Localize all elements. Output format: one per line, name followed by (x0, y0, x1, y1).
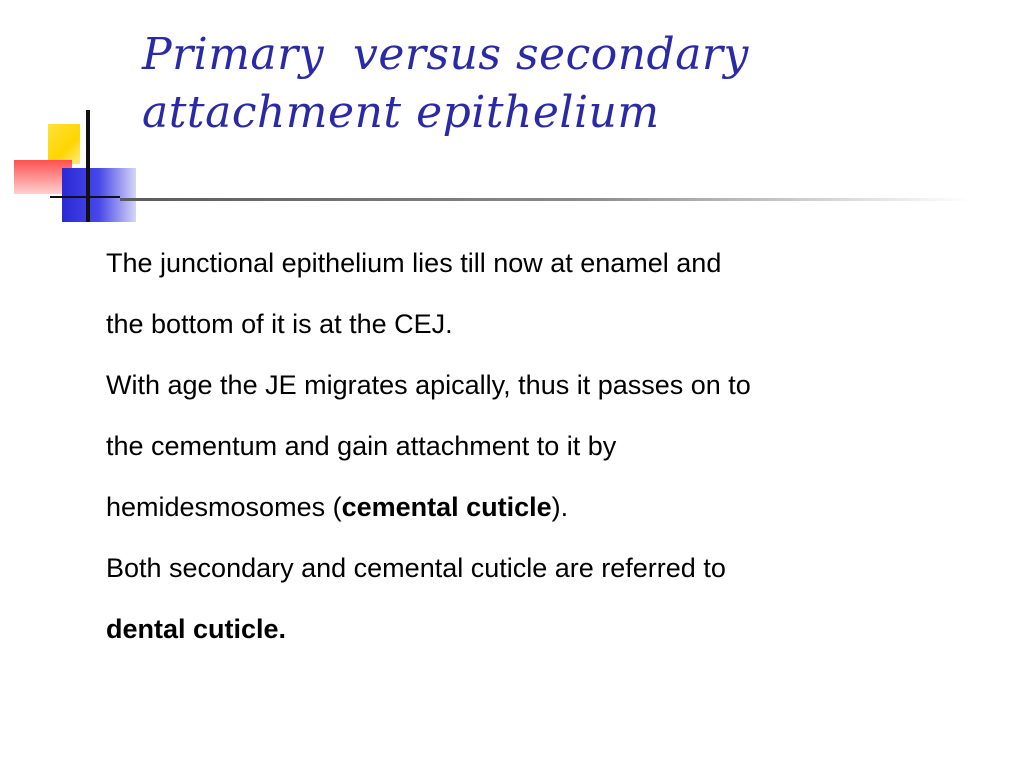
body-text-segment: ). (551, 492, 569, 522)
body-line (106, 599, 986, 660)
slide-title-line-2: attachment epithelium (142, 87, 660, 138)
slide-body-text (106, 233, 986, 660)
body-line (106, 477, 986, 538)
vertical-line-decoration (86, 110, 90, 222)
bold-term-cemental-cuticle: cemental cuticle (341, 492, 552, 522)
decorative-logo-block (0, 0, 160, 240)
blue-square-decoration (62, 168, 136, 222)
body-line: the cementum and gain attachment to it by (106, 431, 617, 461)
bold-term-dental-cuticle: dental cuticle. (106, 614, 287, 644)
body-line: The junctional epithelium lies till now at enamel and (106, 248, 722, 278)
slide-title (142, 26, 1002, 142)
body-line: Both secondary and cemental cuticle are referred to (106, 553, 726, 583)
yellow-square-decoration (48, 124, 80, 164)
horizontal-line-decoration (50, 196, 120, 198)
body-line: the bottom of it is at the CEJ. (106, 309, 453, 339)
title-underline-rule (120, 198, 970, 201)
body-text-segment: hemidesmosomes ( (106, 492, 342, 522)
body-line: With age the JE migrates apically, thus it passes on to (106, 370, 751, 400)
slide-title-line-1: Primary versus secondary (142, 29, 749, 80)
